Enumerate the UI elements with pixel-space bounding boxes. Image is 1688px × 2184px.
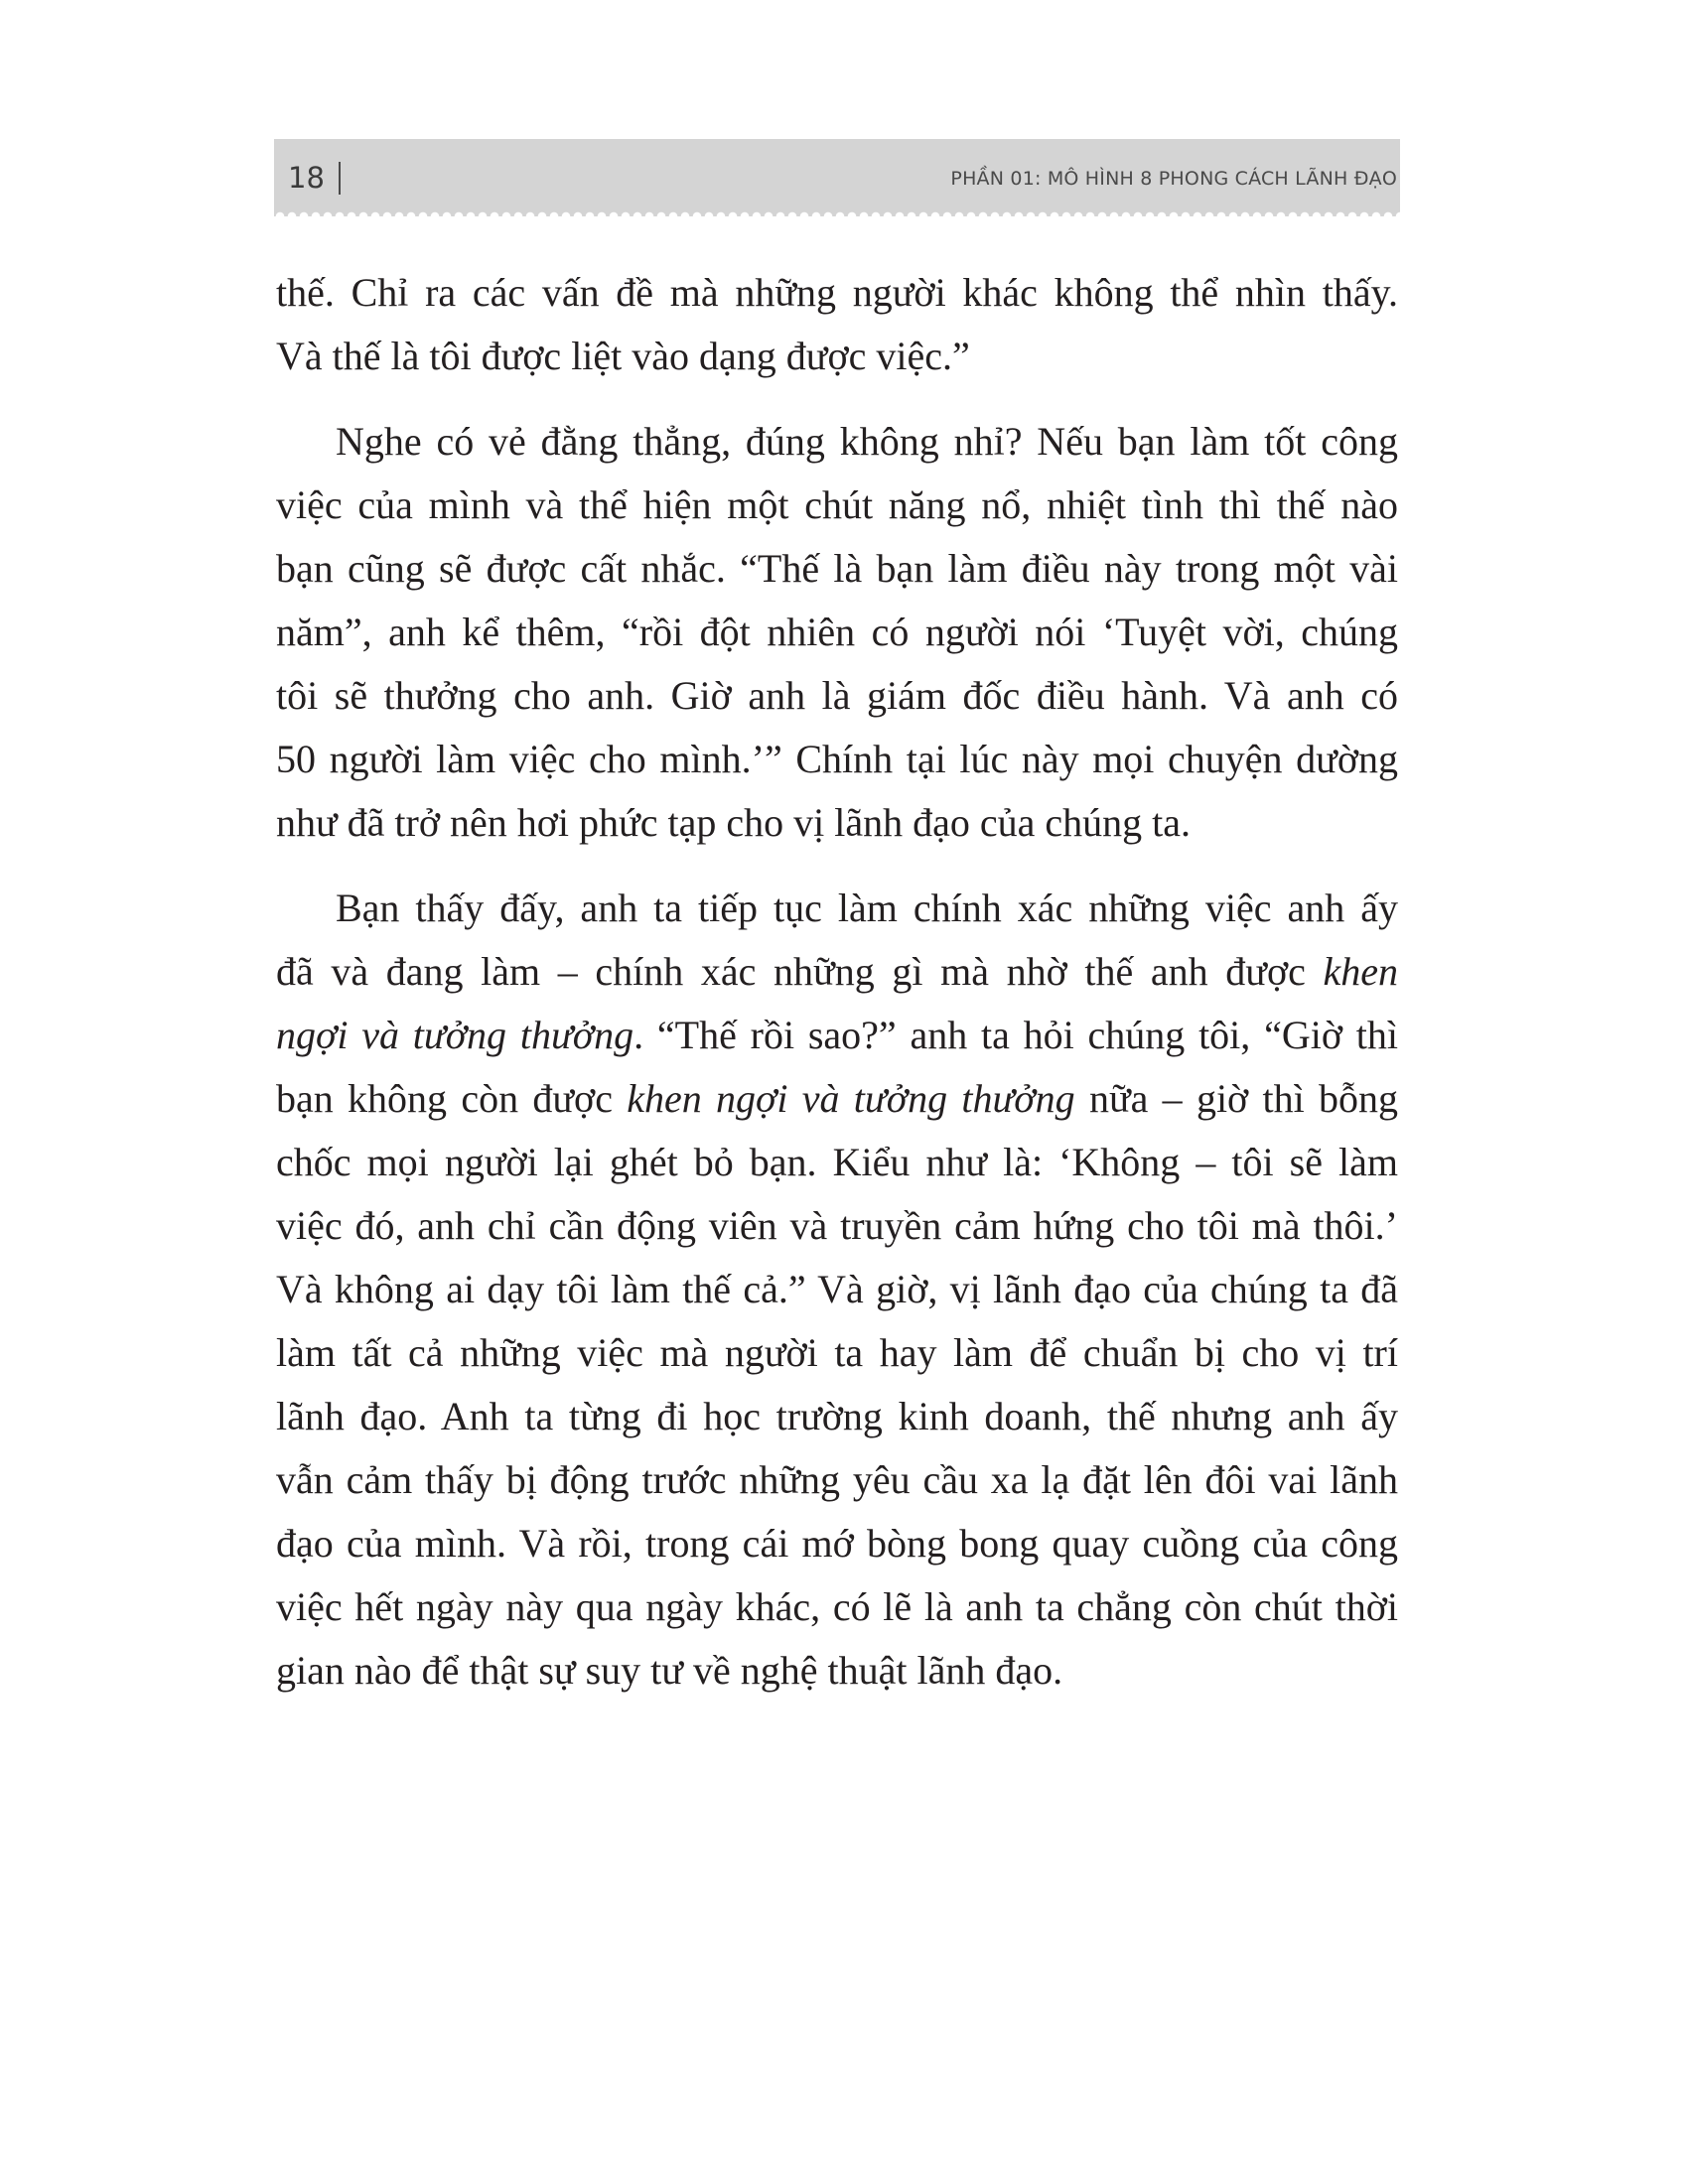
emphasis-text: khen ngợi và tưởng thưởng	[627, 1076, 1075, 1121]
text-run: nữa – giờ thì bỗng	[1074, 1076, 1399, 1121]
header-separator	[339, 162, 341, 195]
text-line: 50 người làm việc cho mình.’” Chính tại lúc này mọi chuyện dường	[276, 737, 1398, 781]
running-head-title: PHẦN 01: MÔ HÌNH 8 PHONG CÁCH LÃNH ĐẠO	[950, 168, 1397, 190]
text-line: gian nào để thật sự suy tư về nghệ thuật lãnh đạo.	[276, 1648, 1063, 1693]
text-line: việc của mình và thể hiện một chút năng nổ, nhiệt tình thì thế nào	[276, 482, 1398, 527]
text-line: năm”, anh kể thêm, “rồi đột nhiên có người nói ‘Tuyệt vời, chúng	[276, 610, 1398, 654]
text-line: đạo của mình. Và rồi, trong cái mớ bòng bong quay cuồng của công	[276, 1521, 1398, 1566]
text-line	[276, 1004, 1398, 1067]
emphasis-text: ngợi và tưởng thưởng	[276, 1013, 634, 1057]
text-line: việc hết ngày này qua ngày khác, có lẽ là anh ta chẳng còn chút thời	[276, 1584, 1398, 1629]
body-text	[276, 261, 1398, 1703]
text-line: lãnh đạo. Anh ta từng đi học trường kinh doanh, thế nhưng anh ấy	[276, 1394, 1398, 1438]
emphasis-text: khen	[1323, 949, 1398, 994]
text-line: tôi sẽ thưởng cho anh. Giờ anh là giám đốc điều hành. Và anh có	[276, 673, 1398, 718]
text-line: Bạn thấy đấy, anh ta tiếp tục làm chính xác những việc anh ấy	[336, 886, 1398, 930]
text-run: đã và đang làm – chính xác những gì mà nhờ thế anh được	[276, 949, 1324, 994]
text-line: việc đó, anh chỉ cần động viên và truyền cảm hứng cho tôi mà thôi.’	[276, 1203, 1398, 1248]
text-line: như đã trở nên hơi phức tạp cho vị lãnh đạo của chúng ta.	[276, 800, 1191, 845]
text-line: Và không ai dạy tôi làm thế cả.” Và giờ, vị lãnh đạo của chúng ta đã	[276, 1267, 1398, 1311]
text-line: Nghe có vẻ đằng thẳng, đúng không nhỉ? Nếu bạn làm tốt công	[336, 419, 1398, 464]
paragraph	[276, 261, 1398, 388]
text-run: . “Thế rồi sao?” anh ta hỏi chúng tôi, “Giờ thì	[633, 1013, 1398, 1057]
text-line: vẫn cảm thấy bị động trước những yêu cầu xa lạ đặt lên đôi vai lãnh	[276, 1457, 1398, 1502]
text-line	[276, 1067, 1398, 1131]
paragraph	[276, 877, 1398, 1703]
paragraph	[276, 410, 1398, 855]
text-line: làm tất cả những việc mà người ta hay làm để chuẩn bị cho vị trí	[276, 1330, 1398, 1375]
text-line: bạn cũng sẽ được cất nhắc. “Thế là bạn làm điều này trong một vài	[276, 546, 1398, 591]
page-number: 18	[288, 161, 325, 195]
text-line	[276, 940, 1398, 1004]
text-line: thế. Chỉ ra các vấn đề mà những người khác không thể nhìn thấy.	[276, 270, 1398, 315]
text-run: bạn không còn được	[276, 1076, 628, 1121]
text-line: chốc mọi người lại ghét bỏ bạn. Kiểu như là: ‘Không – tôi sẽ làm	[276, 1140, 1398, 1184]
text-line: Và thế là tôi được liệt vào dạng được việc.”	[276, 334, 970, 378]
